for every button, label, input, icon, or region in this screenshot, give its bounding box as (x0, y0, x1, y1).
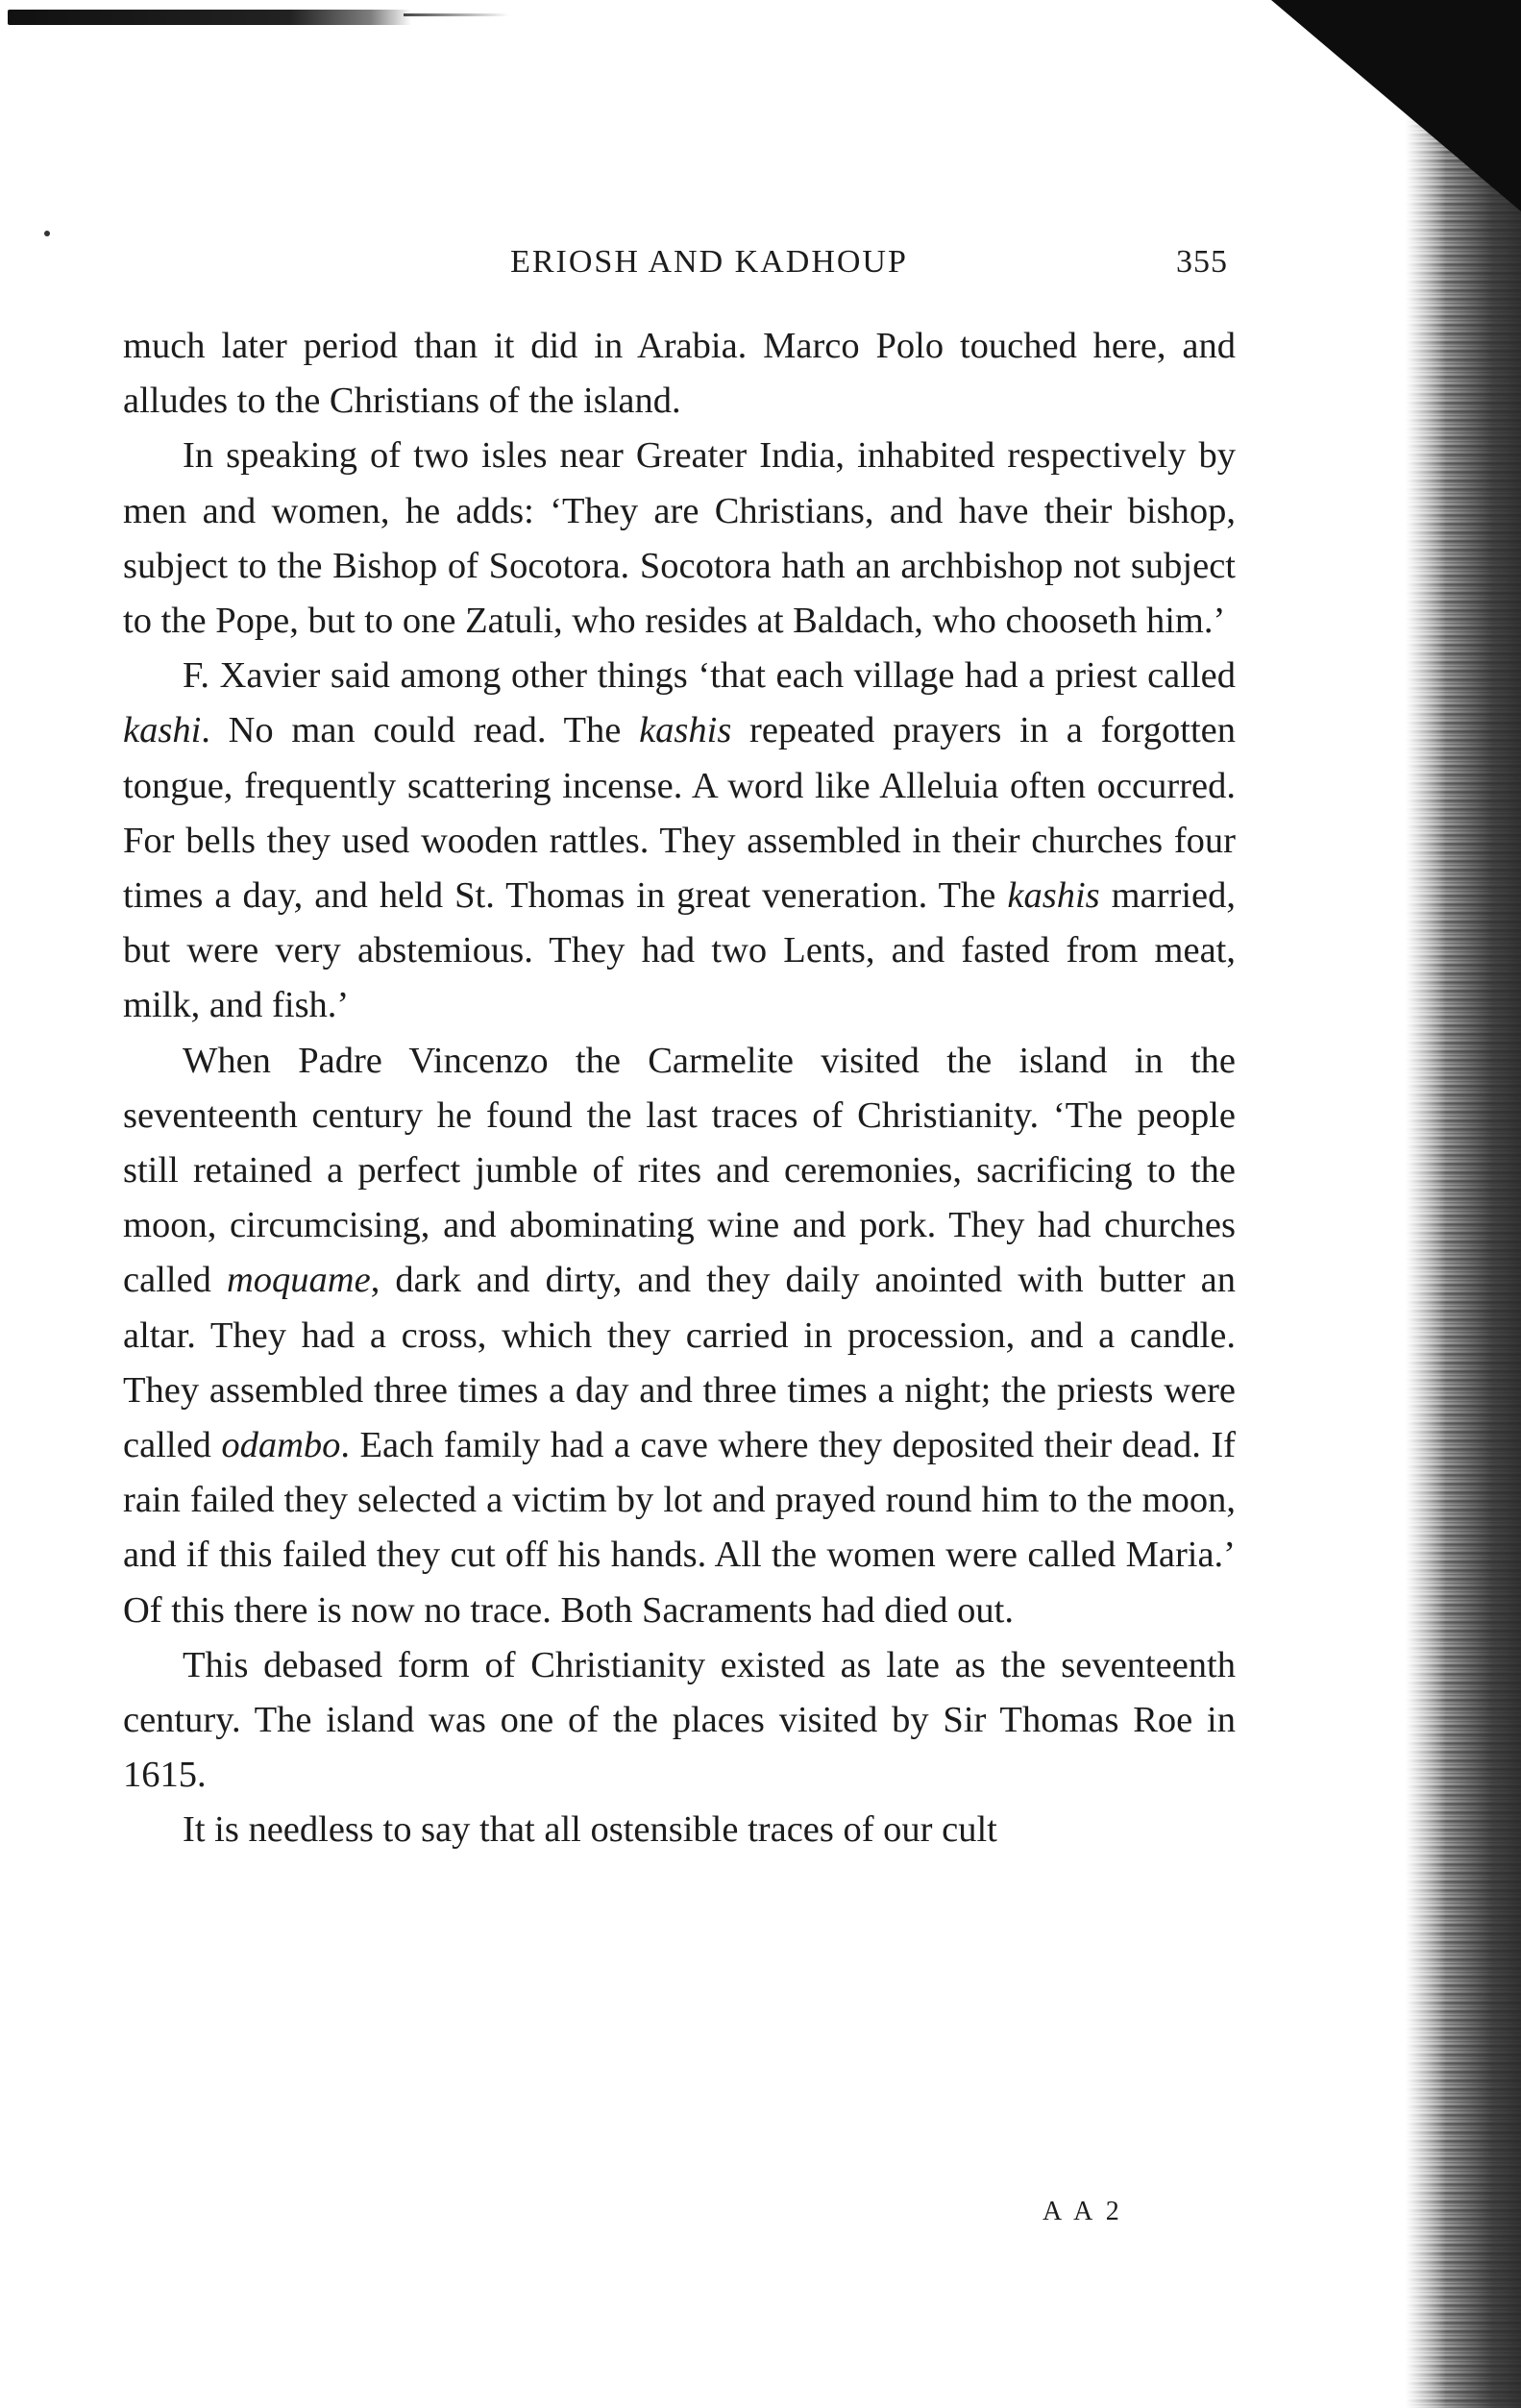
scan-artifact-top-bar (8, 10, 411, 25)
paragraph-3-text-a: F. Xavier said among other things ‘that each village had a priest called (183, 655, 1236, 697)
paragraph-3-text-d: married, but were very abstemious. They had two Lents, and fasted from meat, milk, and fish.’ (123, 875, 1236, 1026)
signature-mark: A A 2 (1043, 2197, 1123, 2226)
body-text (123, 319, 1236, 1858)
paragraph-4-text-c: . Each family had a cave where they deposited their dead. If rain failed they selected a victim by lot and prayed round him to the moon, and if this failed they cut off his hands. All the women were called Maria.’ Of this there is now no trace. Both Sacraments had died out. (123, 1425, 1236, 1631)
paragraph-3 (123, 649, 1236, 1033)
paragraph-3-text-c: repeated prayers in a forgotten tongue, frequently scattering incense. A word like Alleluia often occurred. For bells they used wooden rattles. They assembled in their churches four times a day, and held St. Thomas in great veneration. The (123, 710, 1237, 917)
scan-artifact-right-edge (1406, 0, 1521, 2408)
paragraph-4-text-b: , dark and dirty, and they daily anointed with butter an altar. They had a cross, which they carried in procession, and a candle. They assembled three times a day and three times a night; the priests were called (123, 1260, 1236, 1466)
paragraph-5: This debased form of Christianity existed as late as the seventeenth century. The island was one of the places visited by Sir Thomas Roe in 1615. (123, 1644, 1236, 1796)
paragraph-3-text-b: . No man could read. The (201, 710, 640, 751)
scan-artifact-top-line (404, 13, 509, 16)
paragraph-2: In speaking of two isles near Greater India, inhabited respectively by men and women, he adds: ‘They are Christians, and have their bishop, subject to the Bishop of Socotora. Socotora hath an archbishop not subject to the Pope, but to one Zatuli, who resides at Baldach, who chooseth him.’ (123, 435, 1236, 642)
paragraph-4 (123, 1034, 1236, 1638)
paragraph-1: much later period than it did in Arabia. Marco Polo touched here, and alludes to the Christians of the island. (123, 326, 1236, 422)
scan-artifact-corner (1271, 0, 1521, 211)
page-header (123, 234, 1238, 292)
term-moquame: moquame (227, 1260, 371, 1301)
term-odambo: odambo (221, 1425, 341, 1466)
scan-artifact-dot (44, 231, 50, 236)
paragraph-4-text-a: When Padre Vincenzo the Carmelite visited the island in the seventeenth century he found the last traces of Christianity. ‘The people still retained a perfect jumble of rites and ceremonies, sacrificing to the moon, circumcising, and abominating wine and pork. They had churches called (123, 1040, 1236, 1301)
term-kashi: kashi (123, 710, 202, 751)
term-kashis: kashis (639, 710, 732, 751)
term-kashis-2: kashis (1007, 875, 1100, 917)
running-head: ERIOSH AND KADHOUP (510, 244, 908, 280)
page-number: 355 (1176, 244, 1228, 280)
paragraph-6: It is needless to say that all ostensible traces of our cult (183, 1809, 997, 1851)
